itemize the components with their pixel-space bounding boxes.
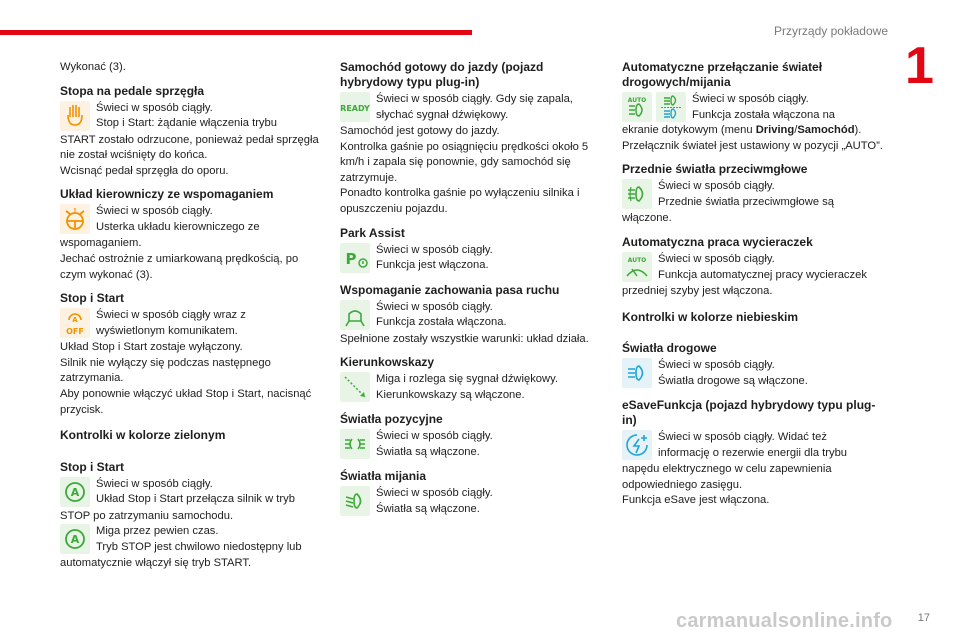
header-red-bar xyxy=(0,30,472,35)
green-section-title: Kontrolki w kolorze zielonym xyxy=(60,428,226,443)
svg-text:A: A xyxy=(70,533,80,547)
fog-title: Przednie światła przeciwmgłowe xyxy=(622,162,808,177)
auto-wiper-icon xyxy=(622,252,652,282)
main-beam-icon xyxy=(622,358,652,388)
auto-beam-line1: Świeci w sposób ciągły. xyxy=(692,93,809,105)
steering-text: wspomaganiem. xyxy=(60,237,142,250)
svg-text:P: P xyxy=(345,249,357,268)
stop-start-green-blink-icon xyxy=(60,524,90,554)
front-fog-icon xyxy=(622,179,652,209)
ready-text3: Ponadto kontrolka gaśnie po wyłączeniu silnika i opuszczeniu pojazdu. xyxy=(340,187,580,215)
svg-text:A: A xyxy=(70,485,80,499)
ready-icon xyxy=(340,92,370,122)
stopstart-text: Układ Stop i Start zostaje wyłączony. xyxy=(60,341,243,354)
turn-signal-icon xyxy=(340,372,370,402)
esave-icon xyxy=(622,430,652,460)
stopstart-line2: wyświetlonym komunikatem. xyxy=(96,324,238,337)
lane-title: Wspomaganie zachowania pasa ruchu xyxy=(340,282,560,297)
position-line2: Światła są włączone. xyxy=(376,445,480,458)
auto-beam-icon xyxy=(622,92,652,122)
dipped-line2: Światła są włączone. xyxy=(376,502,480,515)
ready-text: Samochód jest gotowy do jazdy. xyxy=(340,125,500,137)
ready-text2: Kontrolka gaśnie po osiągnięciu prędkości około 5 km/h i zapala się ponownie, gdy samochód się zatrzymuje. xyxy=(340,140,589,184)
park-line2: Funkcja jest włączona. xyxy=(376,259,489,272)
clutch-line1: Świeci w sposób ciągły. xyxy=(96,101,213,114)
fog-line1: Świeci w sposób ciągły. xyxy=(658,180,775,193)
fog-text: włączone. xyxy=(622,212,672,225)
intro-text: Wykonać (3). xyxy=(60,61,126,73)
ready-line2: słychać sygnał dźwiękowy. xyxy=(376,108,509,121)
wiper-text: przedniej szyby jest włączona. xyxy=(622,284,773,297)
main-beam-line1: Świeci w sposób ciągły. xyxy=(658,359,775,372)
dipped-line1: Świeci w sposób ciągły. xyxy=(376,487,493,500)
auto-beam-line2: Funkcja została włączona na xyxy=(692,108,836,121)
main-beam-line2: Światła drogowe są włączone. xyxy=(658,374,808,387)
stopstart-green-line2: Układ Stop i Start przełącza silnik w tryb xyxy=(96,493,295,506)
svg-text:A: A xyxy=(72,316,78,325)
lane-text: Spełnione zostały wszystkie warunki: układ działa. xyxy=(340,332,589,345)
auto-beam-icons xyxy=(622,92,686,122)
turn-line1: Miga i rozlega się sygnał dźwiękowy. xyxy=(376,373,558,386)
position-line1: Świeci w sposób ciągły. xyxy=(376,430,493,443)
main-beam-dipped-icon xyxy=(656,92,686,122)
lane-line2: Funkcja została włączona. xyxy=(376,316,507,329)
stopstart-green-line4: Tryb STOP jest chwilowo niedostępny lub xyxy=(96,540,302,553)
dipped-title: Światła mijania xyxy=(340,469,427,484)
chapter-number: 1 xyxy=(905,37,934,95)
main-beam-title: Światła drogowe xyxy=(622,341,717,356)
svg-text:OFF: OFF xyxy=(66,327,84,337)
stopstart-green-text2: automatycznie włączył się tryb START. xyxy=(60,557,252,570)
esave-title: eSaveFunkcja (pojazd hybrydowy typu plug-in) xyxy=(622,398,876,428)
blue-section-title: Kontrolki w kolorze niebieskim xyxy=(622,309,799,324)
esave-line2: informację o rezerwie energii dla trybu xyxy=(658,446,848,459)
stopstart-text3: Aby ponownie włączyć układ Stop i Start, nacisnąć przycisk. xyxy=(60,387,312,416)
column-1 xyxy=(60,60,322,572)
esave-text: napędu elektrycznego w celu zapewnienia odpowiedniego zasięgu. xyxy=(622,463,832,491)
clutch-text: START zostało odrzucone, ponieważ pedał sprzęgła nie został wciśnięty do końca. xyxy=(60,133,319,162)
stopstart-green-text: STOP po zatrzymaniu samochodu. xyxy=(60,509,234,522)
auto-beam-text: ekranie dotykowym (menu Driving/Samochód). xyxy=(622,124,862,137)
steering-line1: Świeci w sposób ciągły. xyxy=(96,205,213,218)
svg-text:AUTO: AUTO xyxy=(627,97,647,104)
turn-title: Kierunkowskazy xyxy=(340,355,435,370)
svg-text:AUTO: AUTO xyxy=(627,256,647,264)
fog-line2: Przednie światła przeciwmgłowe są xyxy=(658,195,834,208)
page-number: 17 xyxy=(917,612,930,624)
steering-wheel-icon xyxy=(60,204,90,234)
ready-line1: Świeci w sposób ciągły. Gdy się zapala, xyxy=(376,93,573,105)
park-assist-icon xyxy=(340,243,370,273)
column-3 xyxy=(622,60,884,509)
park-title: Park Assist xyxy=(340,225,405,240)
position-lights-icon xyxy=(340,429,370,459)
stopstart-green-line3: Miga przez pewien czas. xyxy=(96,525,219,538)
stopstart-title: Stop i Start xyxy=(60,291,125,306)
section-title: Przyrządy pokładowe xyxy=(773,24,888,38)
position-title: Światła pozycyjne xyxy=(340,412,443,427)
clutch-title: Stopa na pedale sprzęgła xyxy=(60,83,205,98)
svg-text:!: ! xyxy=(73,207,77,216)
clutch-line2: Stop i Start: żądanie włączenia trybu xyxy=(96,117,277,130)
dipped-beam-icon xyxy=(340,486,370,516)
ready-title: Samochód gotowy do jazdy (pojazd hybrydowy typu plug-in) xyxy=(340,60,544,89)
clutch-text2: Wcisnąć pedał sprzęgła do oporu. xyxy=(60,164,229,177)
wiper-line2: Funkcja automatycznej pracy wycieraczek xyxy=(658,268,867,281)
turn-line2: Kierunkowskazy są włączone. xyxy=(376,388,525,401)
steering-title: Układ kierowniczy ze wspomaganiem xyxy=(60,187,274,202)
stopstart-text2: Silnik nie wyłączy się podczas następnego zatrzymania. xyxy=(60,356,271,385)
lane-keeping-icon xyxy=(340,300,370,330)
stop-start-off-icon xyxy=(60,308,90,338)
stopstart-green-title: Stop i Start xyxy=(60,459,125,474)
esave-text2: Funkcja eSave jest włączona. xyxy=(622,494,770,507)
park-line1: Świeci w sposób ciągły. xyxy=(376,243,493,256)
steering-text2: Jechać ostrożnie z umiarkowaną prędkością, po czym wykonać (3). xyxy=(60,252,299,281)
column-2 xyxy=(340,60,602,518)
lane-line1: Świeci w sposób ciągły. xyxy=(376,300,493,313)
wiper-title: Automatyczna praca wycieraczek xyxy=(622,234,813,249)
watermark: carmanualsonline.info xyxy=(676,610,893,632)
steering-line2: Usterka układu kierowniczego ze xyxy=(96,220,260,233)
stop-start-green-icon xyxy=(60,477,90,507)
wiper-line1: Świeci w sposób ciągły. xyxy=(658,252,775,265)
esave-line1: Świeci w sposób ciągły. Widać też xyxy=(658,431,827,444)
clutch-pedal-icon xyxy=(60,101,90,131)
stopstart-green-line1: Świeci w sposób ciągły. xyxy=(96,477,213,490)
auto-beam-title: Automatyczne przełączanie świateł drogowych/mijania xyxy=(622,60,823,89)
stopstart-line1: Świeci w sposób ciągły wraz z xyxy=(96,309,246,322)
auto-beam-text2: Przełącznik świateł jest ustawiony w pozycji „AUTO”. xyxy=(622,139,883,152)
svg-text:READY: READY xyxy=(340,104,370,113)
